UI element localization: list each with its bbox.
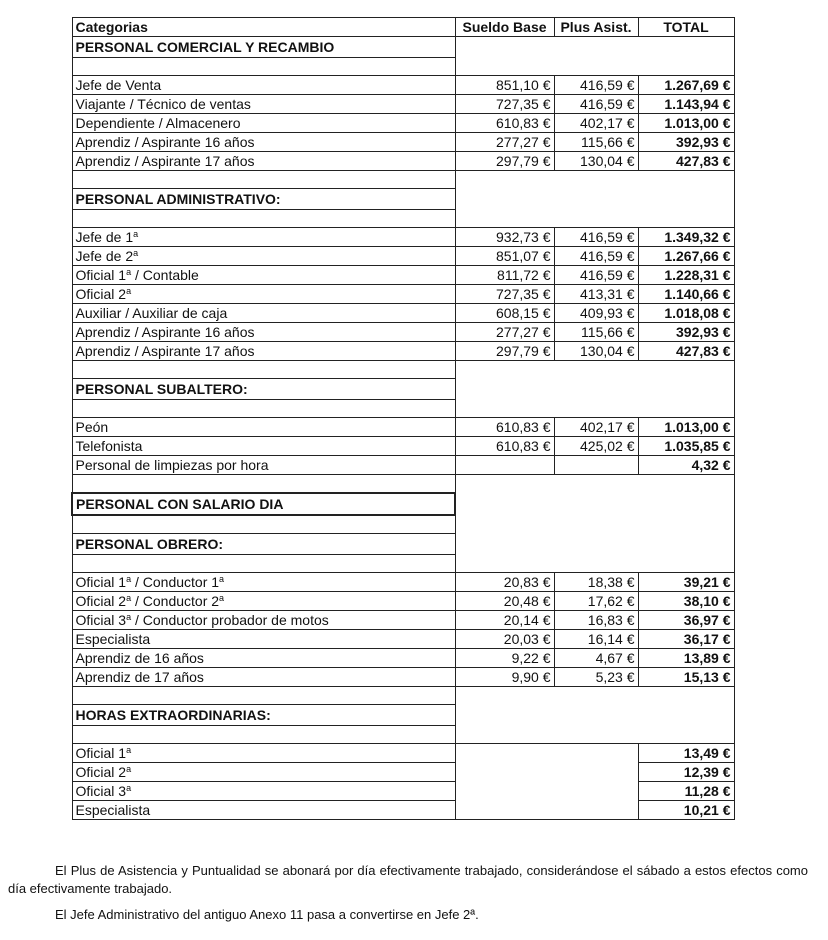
section-filler [455, 189, 734, 210]
category-label: Telefonista [75, 438, 143, 454]
blank-filler [455, 361, 734, 379]
blank-row-salario-top [72, 475, 734, 494]
plus-asist-cell: 416,59 € [554, 95, 638, 114]
base-salary-cell: 851,07 € [455, 247, 554, 266]
plus-asist-cell: 416,59 € [554, 228, 638, 247]
category-cell [72, 630, 455, 649]
total-cell: 427,83 € [638, 342, 734, 361]
blank-cell [72, 515, 455, 534]
plus-asist-cell [554, 456, 638, 475]
base-salary-cell: 20,83 € [455, 573, 554, 592]
header-plus: Plus Asist. [554, 18, 638, 37]
table-row [72, 266, 734, 285]
plus-asist-cell: 402,17 € [554, 418, 638, 437]
ordinal-sup: a [126, 267, 132, 277]
base-salary-cell: 297,79 € [455, 152, 554, 171]
total-cell: 1.013,00 € [638, 418, 734, 437]
header-category: Categorias [72, 18, 455, 37]
category-label: Aprendiz / Aspirante 17 años [75, 153, 255, 169]
table-row [72, 76, 734, 95]
plus-asist-cell: 409,93 € [554, 304, 638, 323]
table-row [72, 285, 734, 304]
ordinal-sup: a [126, 593, 132, 603]
section-title-extra: HORAS EXTRAORDINARIAS: [72, 705, 455, 726]
base-salary-cell: 20,03 € [455, 630, 554, 649]
ordinal-sup: a [126, 286, 132, 296]
base-salary-cell: 610,83 € [455, 437, 554, 456]
category-label: Especialista [75, 802, 151, 818]
category-cell [72, 285, 455, 304]
plus-asist-cell: 16,83 € [554, 611, 638, 630]
blank-filler [455, 475, 734, 494]
total-cell: 39,21 € [638, 573, 734, 592]
category-cell [72, 782, 455, 801]
blank-cell [72, 726, 455, 744]
total-cell: 11,28 € [638, 782, 734, 801]
total-cell: 1.140,66 € [638, 285, 734, 304]
section-title-comercial: PERSONAL COMERCIAL Y RECAMBIO [72, 37, 455, 58]
category-rest: / Contable [131, 267, 199, 283]
base-salary-cell: 932,73 € [455, 228, 554, 247]
blank-filler [455, 171, 734, 189]
blank-filler [455, 687, 734, 705]
section-row-comercial [72, 37, 734, 58]
plus-asist-cell: 130,04 € [554, 342, 638, 361]
category-cell [72, 247, 455, 266]
section-row-administrativo [72, 189, 734, 210]
total-cell: 13,89 € [638, 649, 734, 668]
base-salary-cell: 610,83 € [455, 418, 554, 437]
category-cell [72, 323, 455, 342]
base-salary-cell: 9,90 € [455, 668, 554, 687]
blank-filler [455, 515, 734, 534]
category-label: Oficial 1 [75, 267, 127, 283]
blank-filler [455, 726, 734, 744]
plus-asist-cell: 4,67 € [554, 649, 638, 668]
table-row [72, 592, 734, 611]
total-cell: 392,93 € [638, 323, 734, 342]
total-cell: 13,49 € [638, 744, 734, 763]
blank-cell [72, 210, 455, 228]
total-cell: 12,39 € [638, 763, 734, 782]
blank-row-administrativo [72, 210, 734, 228]
total-cell: 36,97 € [638, 611, 734, 630]
category-cell [72, 228, 455, 247]
total-cell: 36,17 € [638, 630, 734, 649]
category-label: Personal de limpiezas por hora [75, 457, 269, 473]
base-salary-cell: 9,22 € [455, 649, 554, 668]
category-cell [72, 611, 455, 630]
table-row [72, 342, 734, 361]
ordinal-sup: a [219, 574, 225, 584]
table-row [72, 95, 734, 114]
blank-cell [72, 687, 455, 705]
category-label: Oficial 1 [75, 574, 127, 590]
ordinal-sup: a [126, 745, 132, 755]
category-label: Aprendiz / Aspirante 17 años [75, 343, 255, 359]
section-row-extra [72, 705, 734, 726]
section-row-salario_dia [72, 493, 734, 515]
category-label: Oficial 3 [75, 612, 127, 628]
category-cell [72, 744, 455, 763]
plus-asist-cell: 115,66 € [554, 133, 638, 152]
base-salary-cell: 277,27 € [455, 133, 554, 152]
blank-row-extra [72, 726, 734, 744]
empty-cell [455, 801, 638, 820]
blank-cell [72, 475, 455, 494]
category-label: Oficial 3 [75, 783, 127, 799]
section-filler [455, 705, 734, 726]
blank-row-subaltero-top [72, 361, 734, 379]
category-rest: / Conductor probador de motos [131, 612, 329, 628]
ordinal-sup: a [126, 574, 132, 584]
table-row [72, 133, 734, 152]
header-row [72, 18, 734, 37]
category-cell [72, 266, 455, 285]
base-salary-cell: 297,79 € [455, 342, 554, 361]
plus-asist-cell: 115,66 € [554, 323, 638, 342]
category-label: Aprendiz / Aspirante 16 años [75, 324, 255, 340]
category-label: Oficial 1 [75, 745, 127, 761]
blank-row-administrativo-top [72, 171, 734, 189]
category-cell [72, 456, 455, 475]
base-salary-cell: 20,14 € [455, 611, 554, 630]
blank-cell [72, 58, 455, 76]
category-label: Oficial 2 [75, 593, 127, 609]
plus-asist-cell: 413,31 € [554, 285, 638, 304]
ordinal-sup: a [133, 229, 139, 239]
ordinal-sup: a [126, 764, 132, 774]
plus-asist-cell: 425,02 € [554, 437, 638, 456]
total-cell: 38,10 € [638, 592, 734, 611]
category-cell [72, 133, 455, 152]
section-row-obrero [72, 534, 734, 555]
note-plus-asistencia: El Plus de Asistencia y Puntualidad se abonará por día efectivamente trabajado, considerándose el sábado a estos efectos como día efectivamente trabajado. [8, 863, 808, 896]
category-cell [72, 592, 455, 611]
note-jefe-administrativo: El Jefe Administrativo del antiguo Anexo 11 pasa a convertirse en Jefe 2ª. [55, 907, 479, 922]
salary-table [71, 17, 735, 820]
table-row [72, 418, 734, 437]
table-row [72, 630, 734, 649]
table-row [72, 649, 734, 668]
blank-row-comercial [72, 58, 734, 76]
table-row [72, 247, 734, 266]
table-row [72, 304, 734, 323]
total-cell: 10,21 € [638, 801, 734, 820]
table-row [72, 456, 734, 475]
plus-asist-cell: 130,04 € [554, 152, 638, 171]
header-total: TOTAL [638, 18, 734, 37]
blank-cell [72, 555, 455, 573]
category-label: Viajante / Técnico de ventas [75, 96, 251, 112]
category-cell [72, 763, 455, 782]
blank-filler [455, 210, 734, 228]
total-cell: 1.035,85 € [638, 437, 734, 456]
table-row [72, 152, 734, 171]
blank-filler [455, 58, 734, 76]
category-cell [72, 95, 455, 114]
blank-cell [72, 171, 455, 189]
section-filler [455, 379, 734, 400]
category-cell [72, 573, 455, 592]
base-salary-cell: 277,27 € [455, 323, 554, 342]
section-title-obrero: PERSONAL OBRERO: [72, 534, 455, 555]
plus-asist-cell: 402,17 € [554, 114, 638, 133]
category-label: Aprendiz de 17 años [75, 669, 204, 685]
base-salary-cell: 727,35 € [455, 285, 554, 304]
category-label: Oficial 2 [75, 764, 127, 780]
table-row [72, 801, 734, 820]
total-cell: 1.267,69 € [638, 76, 734, 95]
total-cell: 1.018,08 € [638, 304, 734, 323]
empty-cell [455, 763, 638, 782]
section-filler [455, 534, 734, 555]
total-cell: 427,83 € [638, 152, 734, 171]
section-filler [455, 37, 734, 58]
category-label: Aprendiz de 16 años [75, 650, 204, 666]
table-row [72, 573, 734, 592]
total-cell: 392,93 € [638, 133, 734, 152]
plus-asist-cell: 5,23 € [554, 668, 638, 687]
plus-asist-cell: 17,62 € [554, 592, 638, 611]
empty-cell [455, 744, 638, 763]
table-row [72, 668, 734, 687]
base-salary-cell: 851,10 € [455, 76, 554, 95]
category-label: Jefe de 2 [75, 248, 134, 264]
total-cell: 1.143,94 € [638, 95, 734, 114]
category-cell [72, 114, 455, 133]
section-filler [455, 493, 734, 515]
blank-filler [455, 400, 734, 418]
category-cell [72, 437, 455, 456]
category-cell [72, 76, 455, 95]
table-row [72, 114, 734, 133]
category-cell [72, 152, 455, 171]
base-salary-cell: 610,83 € [455, 114, 554, 133]
category-label: Jefe de 1 [75, 229, 134, 245]
category-label: Auxiliar / Auxiliar de caja [75, 305, 228, 321]
ordinal-sup: a [219, 593, 225, 603]
table-row [72, 228, 734, 247]
base-salary-cell: 811,72 € [455, 266, 554, 285]
header-base: Sueldo Base [455, 18, 554, 37]
table-row [72, 782, 734, 801]
total-cell: 1.349,32 € [638, 228, 734, 247]
section-title-administrativo: PERSONAL ADMINISTRATIVO: [72, 189, 455, 210]
category-cell [72, 304, 455, 323]
blank-row-obrero-top [72, 515, 734, 534]
base-salary-cell: 727,35 € [455, 95, 554, 114]
plus-asist-cell: 416,59 € [554, 247, 638, 266]
blank-filler [455, 555, 734, 573]
category-cell [72, 668, 455, 687]
category-label: Especialista [75, 631, 151, 647]
category-label: Dependiente / Almacenero [75, 115, 241, 131]
section-title-subaltero: PERSONAL SUBALTERO: [72, 379, 455, 400]
table-row [72, 611, 734, 630]
blank-row-obrero [72, 555, 734, 573]
section-row-subaltero [72, 379, 734, 400]
category-cell [72, 801, 455, 820]
category-label: Jefe de Venta [75, 77, 162, 93]
category-cell [72, 649, 455, 668]
category-label: Peón [75, 419, 109, 435]
category-rest: / Conductor 1 [131, 574, 220, 590]
base-salary-cell: 20,48 € [455, 592, 554, 611]
ordinal-sup: a [126, 612, 132, 622]
category-cell [72, 342, 455, 361]
table-row [72, 763, 734, 782]
plus-asist-cell: 16,14 € [554, 630, 638, 649]
table-row [72, 744, 734, 763]
ordinal-sup: a [126, 783, 132, 793]
total-cell: 4,32 € [638, 456, 734, 475]
plus-asist-cell: 416,59 € [554, 266, 638, 285]
category-cell [72, 418, 455, 437]
category-label: Aprendiz / Aspirante 16 años [75, 134, 255, 150]
total-cell: 1.013,00 € [638, 114, 734, 133]
total-cell: 15,13 € [638, 668, 734, 687]
ordinal-sup: a [133, 248, 139, 258]
total-cell: 1.228,31 € [638, 266, 734, 285]
table-row [72, 437, 734, 456]
plus-asist-cell: 416,59 € [554, 76, 638, 95]
base-salary-cell: 608,15 € [455, 304, 554, 323]
section-title-salario_dia: PERSONAL CON SALARIO DIA [72, 493, 455, 515]
category-rest: / Conductor 2 [131, 593, 220, 609]
blank-row-subaltero [72, 400, 734, 418]
category-label: Oficial 2 [75, 286, 127, 302]
blank-cell [72, 400, 455, 418]
table-row [72, 323, 734, 342]
empty-cell [455, 782, 638, 801]
blank-row-extra-top [72, 687, 734, 705]
base-salary-cell [455, 456, 554, 475]
total-cell: 1.267,66 € [638, 247, 734, 266]
blank-cell [72, 361, 455, 379]
plus-asist-cell: 18,38 € [554, 573, 638, 592]
